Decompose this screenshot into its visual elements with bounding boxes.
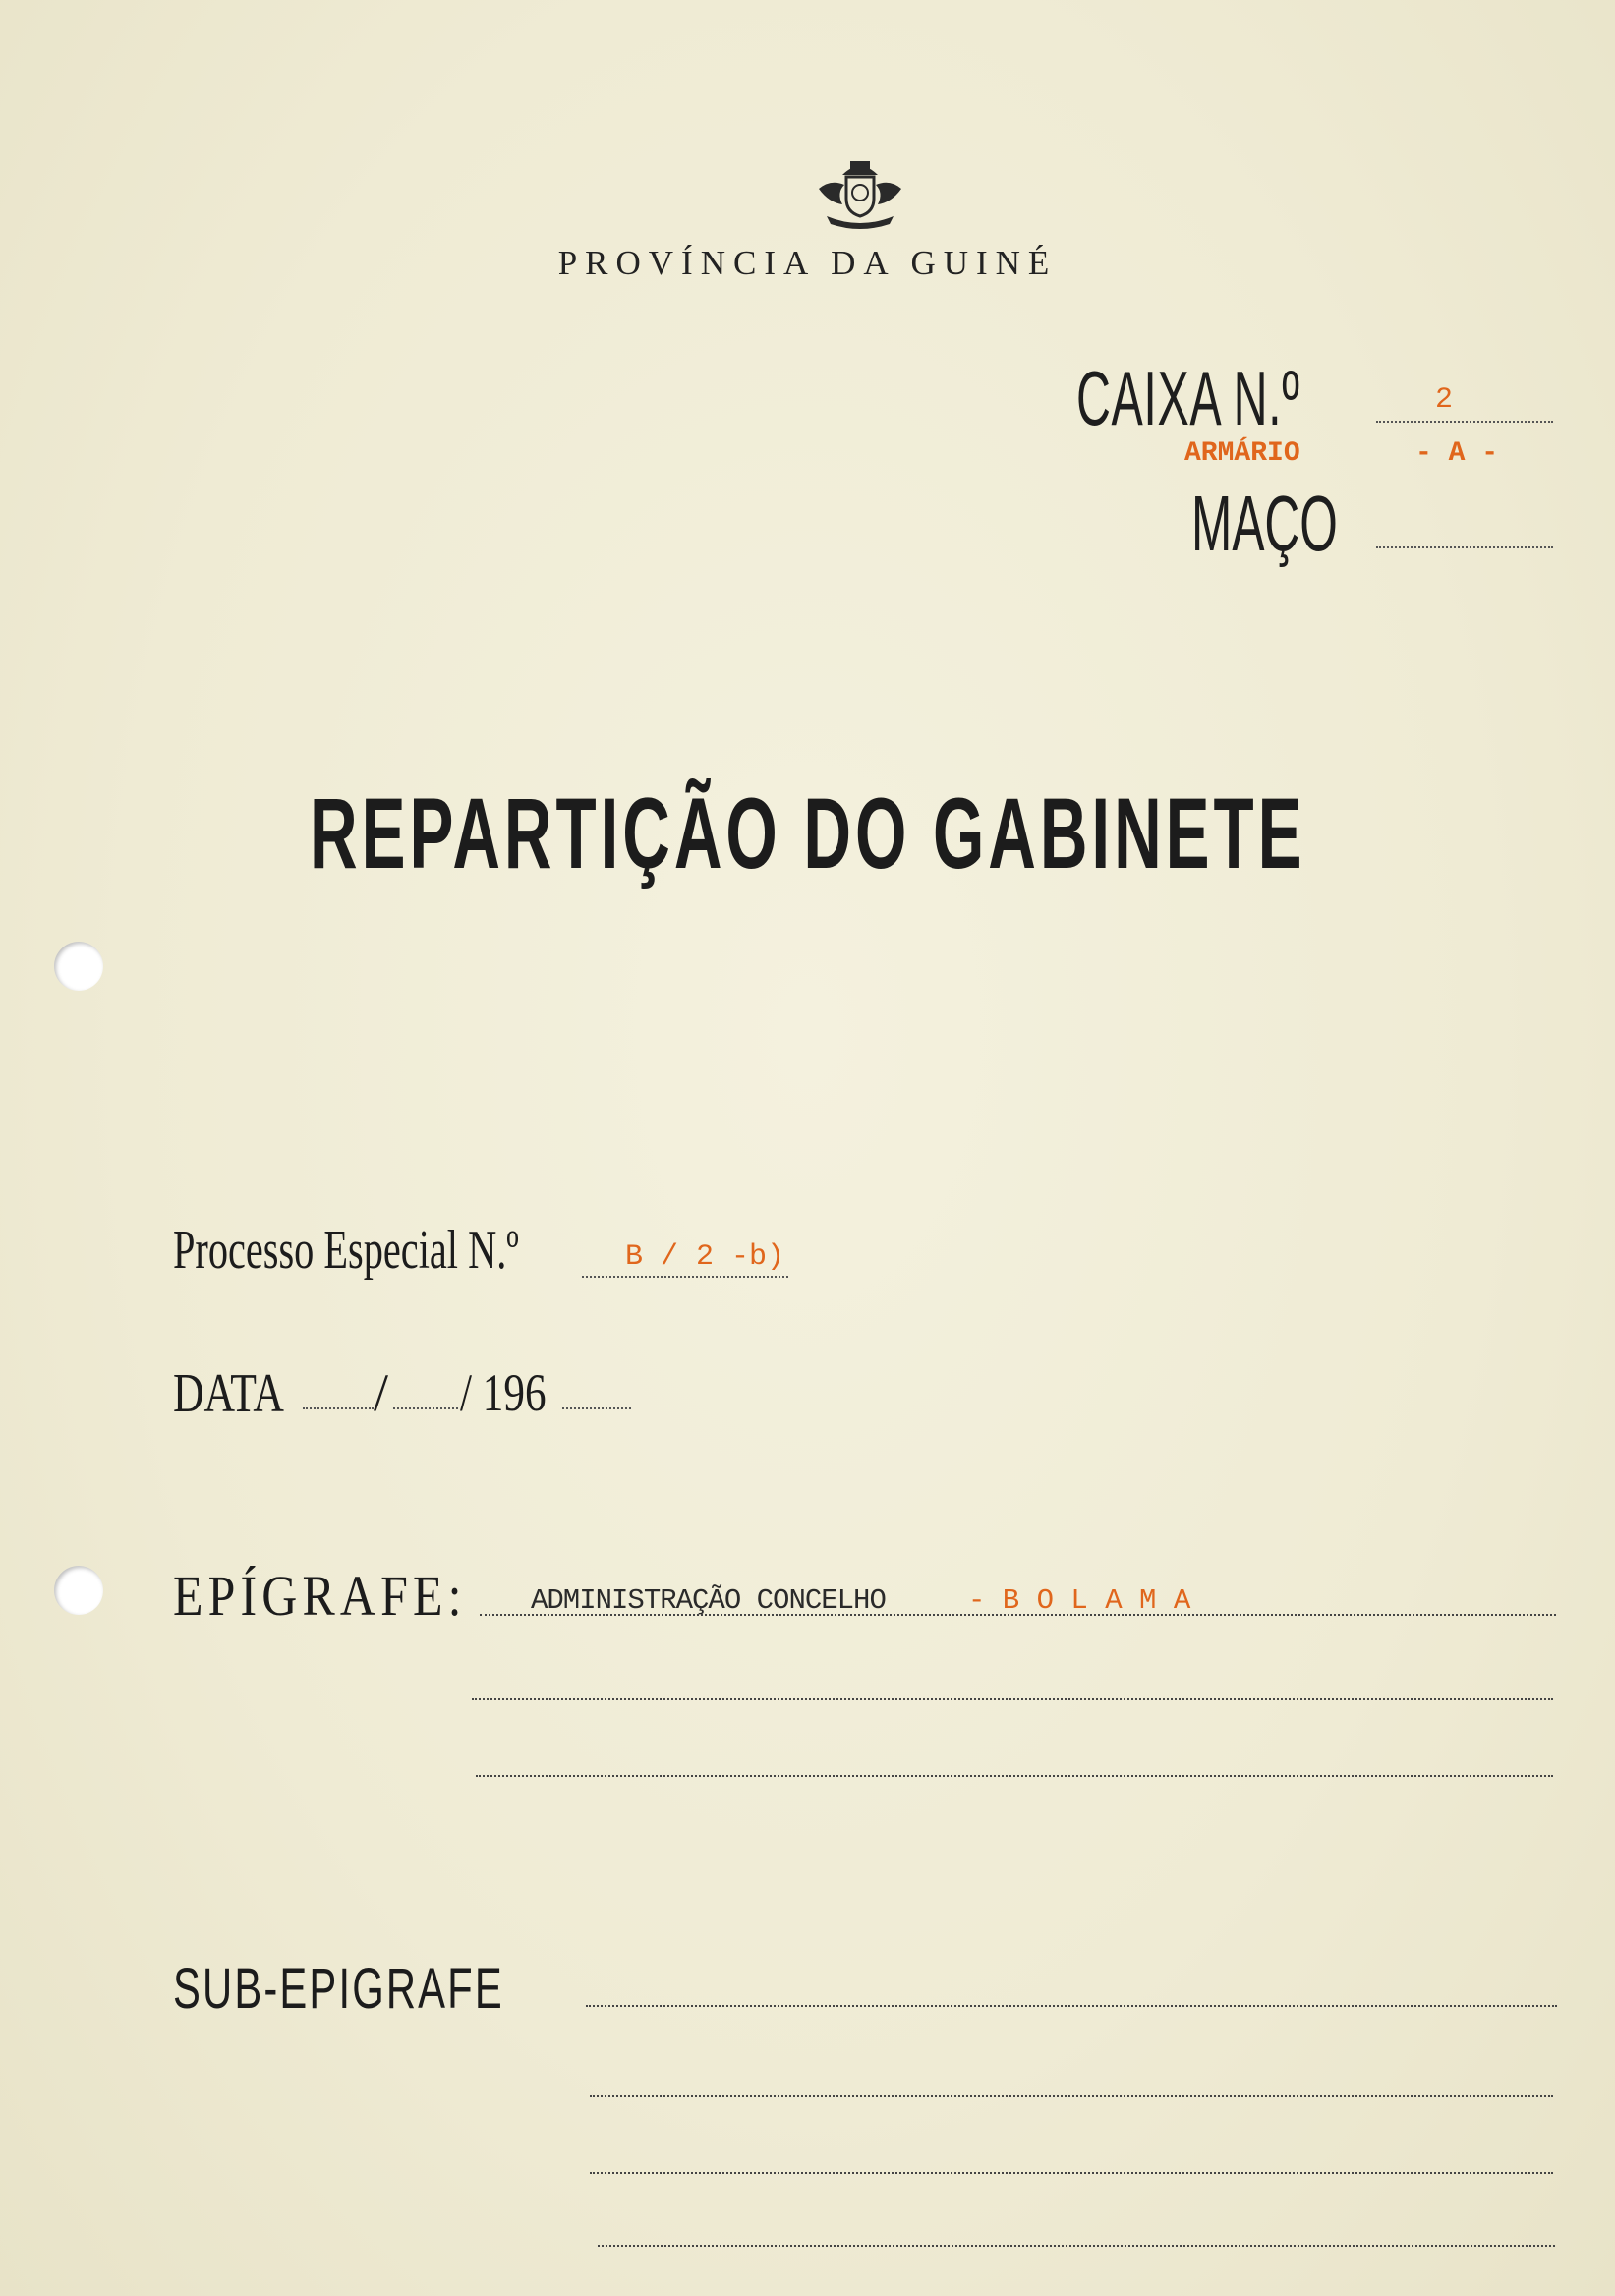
caixa-value: 2 [1435, 383, 1454, 417]
armario-label: ARMÁRIO [1184, 438, 1300, 469]
province-heading: PROVÍNCIA DA GUINÉ [557, 244, 1058, 282]
maco-dotted-line [1376, 546, 1553, 548]
punch-hole-top [54, 942, 103, 991]
punch-hole-bottom [54, 1566, 103, 1615]
document-title [0, 776, 1615, 891]
caixa-dotted-line [1376, 421, 1553, 423]
sub-epigrafe-label-text: SUB-EPIGRAFE [173, 1957, 504, 2021]
armario-value: - A - [1415, 438, 1499, 469]
document-title-text: REPARTIÇÃO DO GABINETE [309, 777, 1306, 890]
sub-epigrafe-label [173, 1956, 633, 2022]
epigrafe-label [173, 1563, 514, 1629]
sub-epigrafe-line-2 [590, 2095, 1553, 2097]
coat-of-arms-icon [813, 155, 907, 232]
data-year-prefix-text: / 196 [460, 1363, 547, 1422]
caixa-label: CAIXA N.º [1076, 355, 1300, 441]
epigrafe-line-2 [472, 1698, 1553, 1700]
epigrafe-line-3 [476, 1775, 1553, 1777]
epigrafe-value-black: ADMINISTRAÇÃO CONCELHO [531, 1584, 886, 1617]
data-separator-1: / [374, 1363, 389, 1422]
data-year-prefix [460, 1362, 568, 1423]
processo-label-text: Processo Especial N.º [173, 1220, 519, 1281]
epigrafe-value-orange: - B O L A M A [968, 1584, 1191, 1617]
data-month-line [393, 1407, 458, 1409]
epigrafe-line-1 [480, 1614, 1556, 1616]
processo-dotted-line [582, 1276, 788, 1278]
data-day-line [303, 1407, 374, 1409]
epigrafe-label-text: EPÍGRAFE: [173, 1564, 467, 1628]
sub-epigrafe-line-4 [598, 2245, 1555, 2247]
sub-epigrafe-line-1 [586, 2005, 1557, 2007]
data-year-line [562, 1407, 631, 1409]
data-label-text: DATA [173, 1363, 284, 1424]
data-label [173, 1362, 316, 1425]
processo-value: B / 2 -b) [625, 1240, 785, 1274]
processo-label [173, 1219, 654, 1282]
maco-label: MAÇO [1191, 480, 1338, 567]
sub-epigrafe-line-3 [590, 2172, 1553, 2174]
